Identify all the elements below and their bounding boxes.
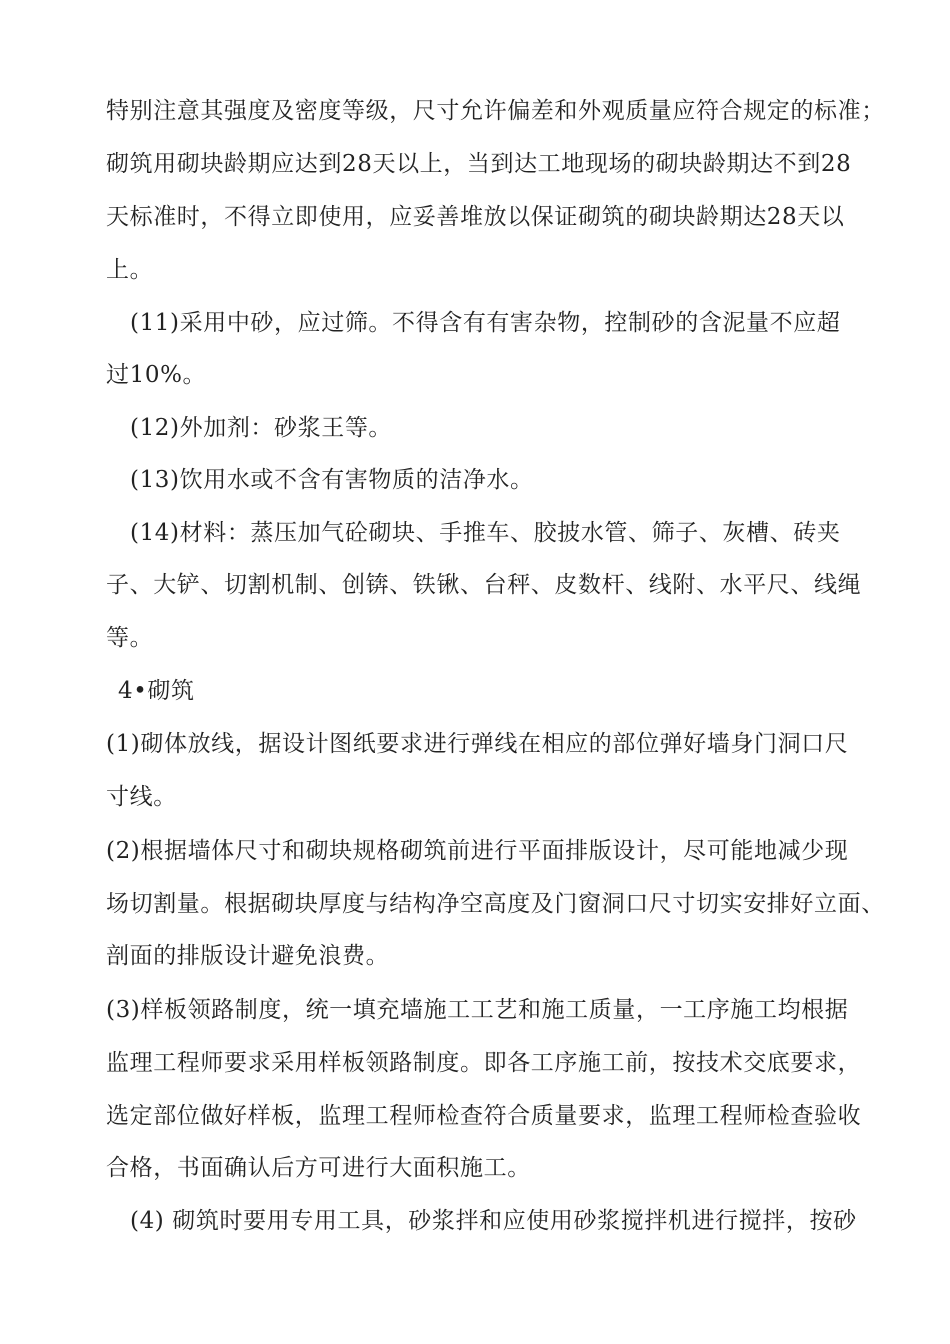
text-line: 等。 bbox=[106, 625, 154, 651]
text-line: (14)材料：蒸压加气砼砌块、手推车、胶披水管、筛子、灰槽、砖夹 bbox=[130, 520, 841, 546]
text-line: (3)样板领路制度，统一填充墙施工工艺和施工质量，一工序施工均根据 bbox=[106, 997, 849, 1023]
text-line: 监理工程师要求采用样板领路制度。即各工序施工前，按技术交底要求， bbox=[106, 1050, 862, 1076]
text-line: 合格，书面确认后方可进行大面积施工。 bbox=[106, 1155, 531, 1181]
text-line: (1)砌体放线，据设计图纸要求进行弹线在相应的部位弹好墙身门洞口尺 bbox=[106, 731, 849, 757]
text-line: 特别注意其强度及密度等级，尺寸允许偏差和外观质量应符合规定的标准； bbox=[106, 98, 885, 124]
text-line: 砌筑用砌块龄期应达到28天以上，当到达工地现场的砌块龄期达不到28 bbox=[106, 151, 852, 177]
text-line: (2)根据墙体尺寸和砌块规格砌筑前进行平面排版设计，尽可能地减少现 bbox=[106, 838, 849, 864]
text-line: 选定部位做好样板，监理工程师检查符合质量要求，监理工程师检查验收 bbox=[106, 1103, 862, 1129]
text-line: 场切割量。根据砌块厚度与结构净空高度及门窗洞口尺寸切实安排好立面、 bbox=[106, 891, 885, 917]
text-line: 剖面的排版设计避免浪费。 bbox=[106, 943, 390, 969]
text-line: 子、大铲、切割机制、创锛、铁锹、台秤、皮数杆、线附、水平尺、线绳 bbox=[106, 572, 862, 598]
section-heading: 4•砌筑 bbox=[118, 678, 195, 704]
text-line: 上。 bbox=[106, 257, 154, 283]
text-line: 寸线。 bbox=[106, 784, 177, 810]
text-line: (12)外加剂：砂浆王等。 bbox=[130, 415, 393, 441]
text-line: (13)饮用水或不含有害物质的洁净水。 bbox=[130, 467, 534, 493]
text-line: (11)采用中砂，应过筛。不得含有有害杂物，控制砂的含泥量不应超 bbox=[130, 310, 841, 336]
text-line: (4) 砌筑时要用专用工具，砂浆拌和应使用砂浆搅拌机进行搅拌，按砂 bbox=[130, 1208, 857, 1234]
text-line: 天标准时，不得立即使用，应妥善堆放以保证砌筑的砌块龄期达28天以 bbox=[106, 204, 845, 230]
text-line: 过10%。 bbox=[106, 362, 207, 388]
